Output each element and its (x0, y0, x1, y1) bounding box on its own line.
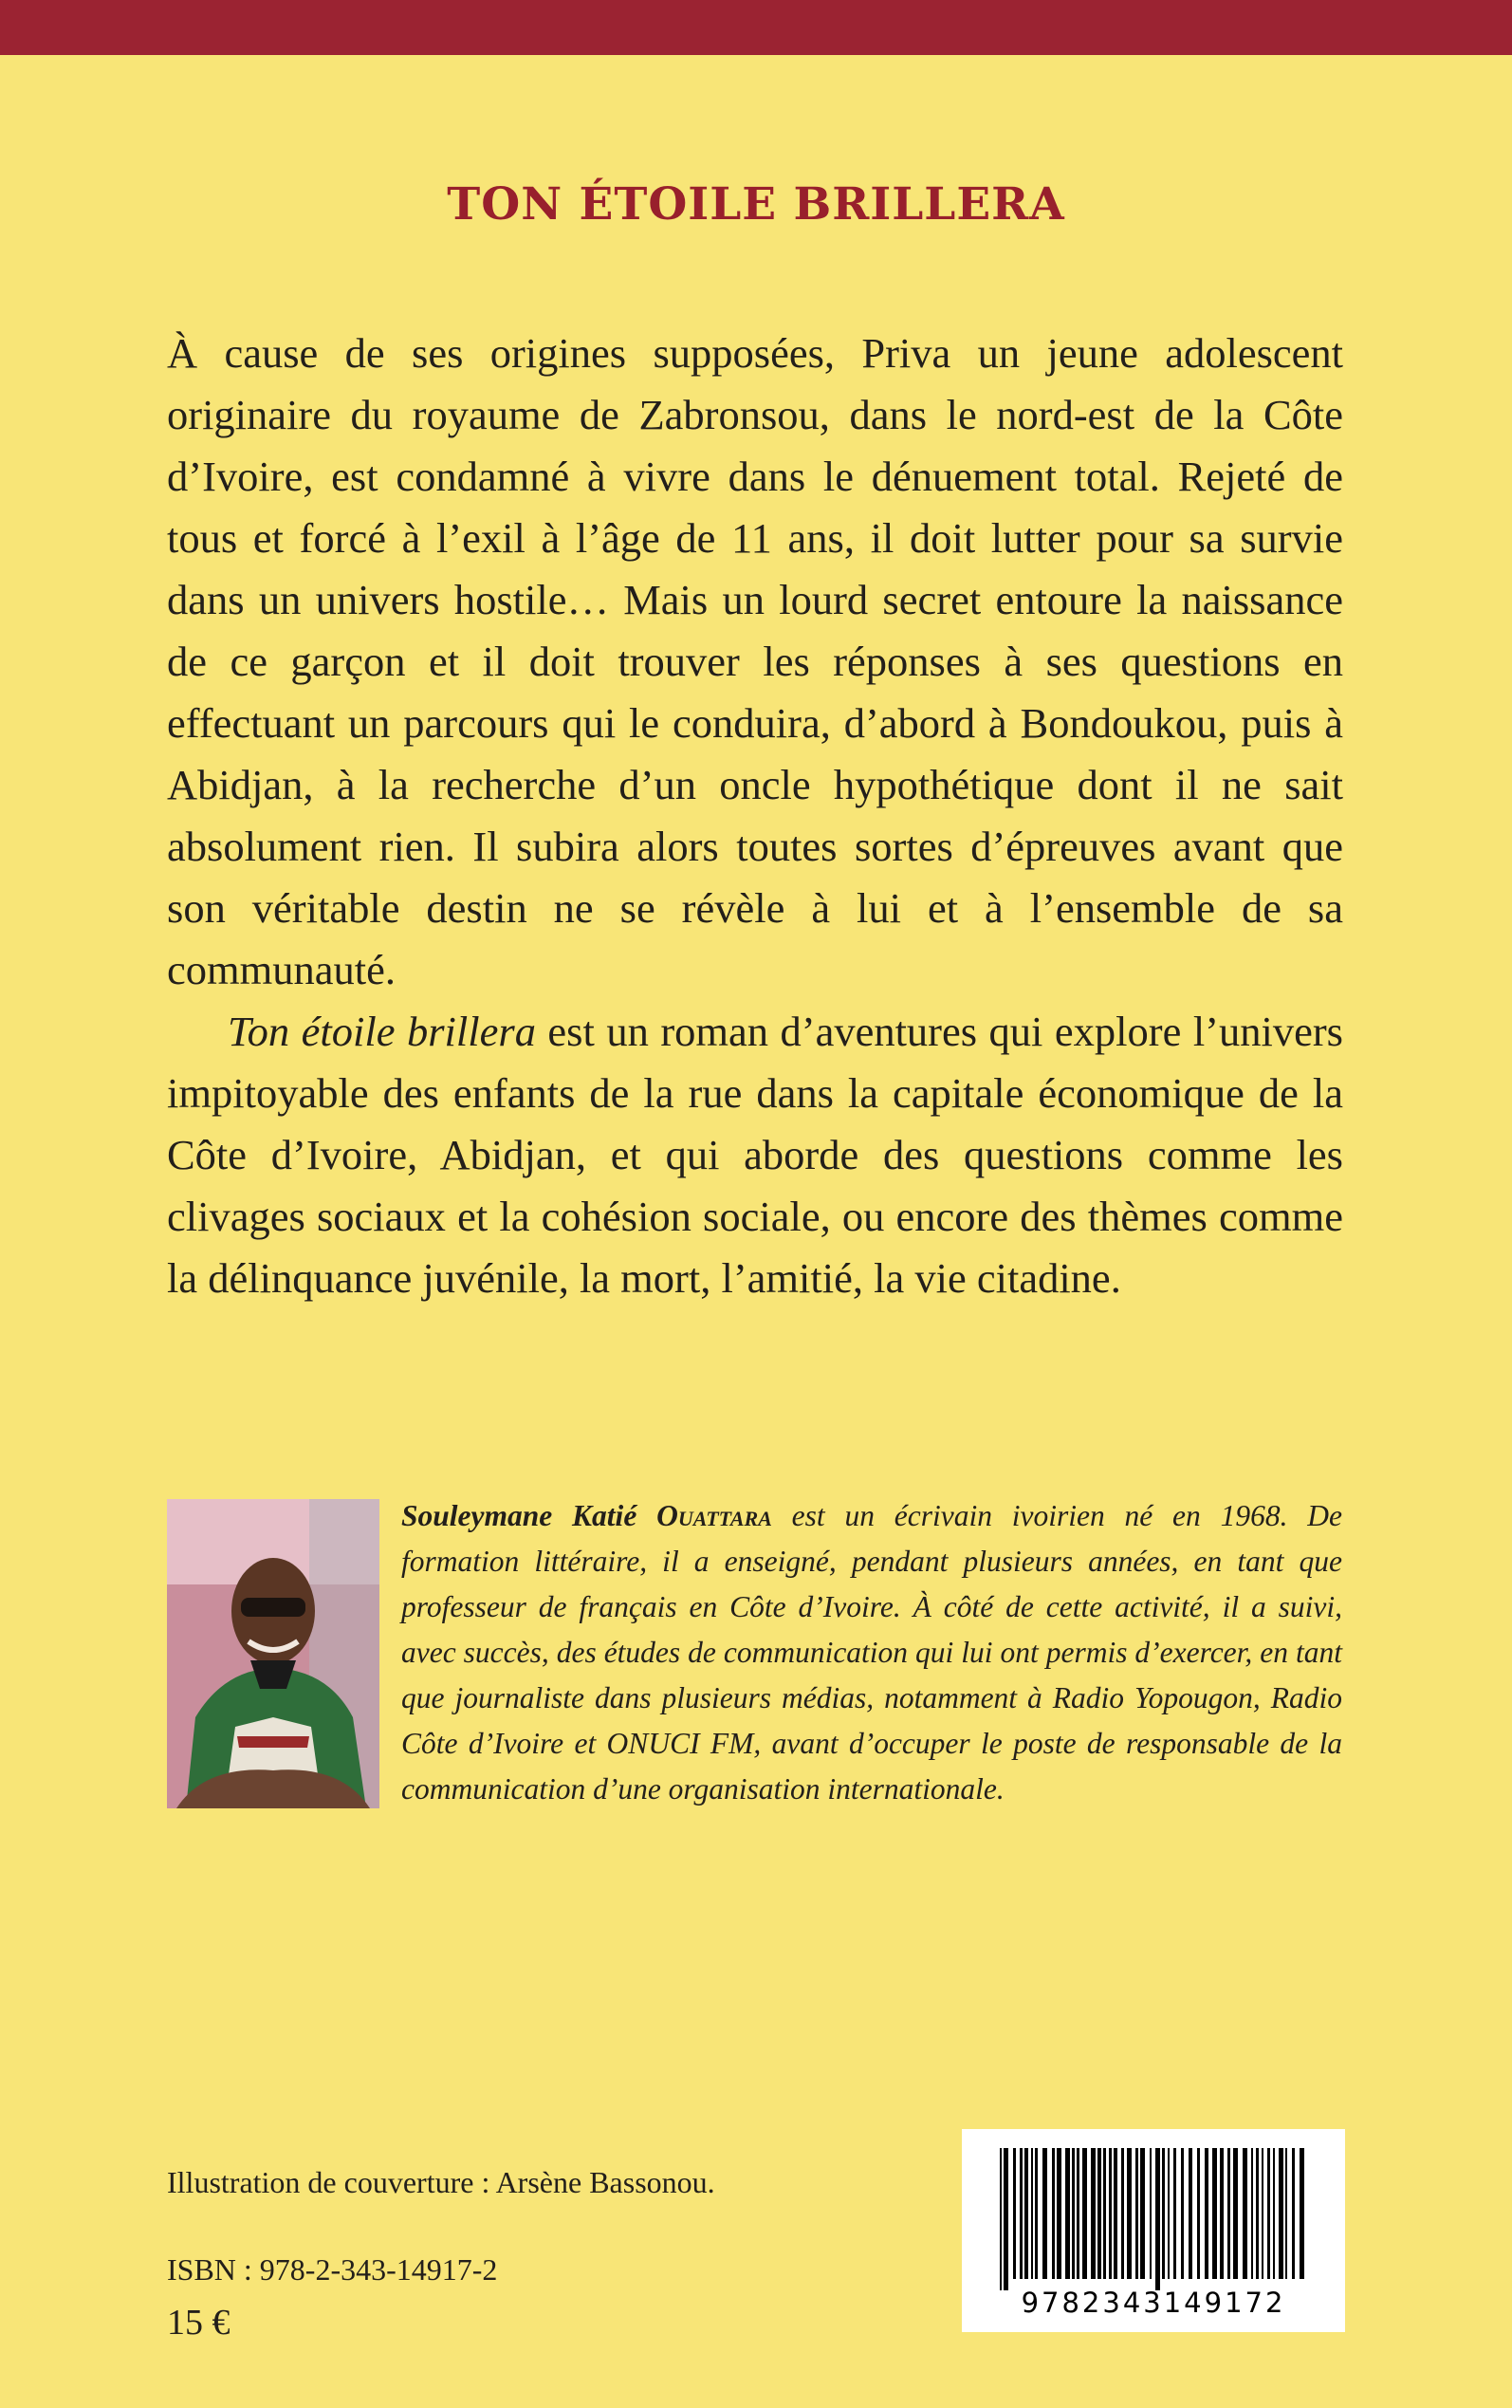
book-title-italic: Ton étoile brillera (228, 1008, 536, 1055)
barcode-bar (1121, 2148, 1124, 2279)
barcode-bar (1024, 2148, 1028, 2279)
barcode-bar (1072, 2148, 1075, 2279)
barcode-bar (1233, 2148, 1238, 2279)
barcode-bar (1279, 2148, 1283, 2279)
book-title: TON ÉTOILE BRILLERA (447, 178, 1065, 231)
barcode-bar (1273, 2148, 1275, 2279)
barcode-bar (1091, 2148, 1096, 2279)
barcode-bar (1103, 2148, 1106, 2279)
barcode-bar (1057, 2148, 1061, 2279)
barcode-bar (1256, 2148, 1259, 2279)
barcode-bar (1114, 2148, 1117, 2279)
barcode-bar (1031, 2148, 1033, 2279)
barcode-bar (1220, 2148, 1224, 2279)
barcode-bar (1227, 2148, 1230, 2279)
synopsis-paragraph-2 (167, 1001, 1343, 1309)
barcode (962, 2129, 1345, 2332)
barcode-bar (1162, 2148, 1165, 2279)
barcode-bar (1285, 2148, 1287, 2279)
barcode-bar (1109, 2148, 1112, 2279)
barcode-bar (1267, 2148, 1270, 2279)
barcode-bar (1127, 2148, 1132, 2279)
barcode-bar (1077, 2148, 1079, 2279)
synopsis (167, 323, 1343, 1309)
barcode-bar (1189, 2148, 1192, 2279)
barcode-bar (1300, 2148, 1304, 2279)
barcode-bar (1212, 2148, 1217, 2279)
barcode-bar (1292, 2148, 1295, 2279)
barcode-bar (1205, 2148, 1208, 2279)
barcode-bar (1168, 2148, 1170, 2279)
barcode-bar (1042, 2148, 1047, 2279)
barcode-bar (1140, 2148, 1145, 2279)
barcode-bar (1082, 2148, 1087, 2279)
author-bio (401, 1493, 1342, 1812)
author-last-name: Ouattara (656, 1499, 772, 1532)
barcode-bar (1150, 2148, 1152, 2279)
author-first-name: Souleymane Katié (401, 1499, 657, 1532)
barcode-bar (1243, 2148, 1247, 2279)
author-photo (167, 1499, 379, 1808)
barcode-bar (1065, 2148, 1070, 2279)
barcode-bar (1052, 2148, 1055, 2279)
isbn: ISBN : 978-2-343-14917-2 (167, 2252, 498, 2287)
synopsis-paragraph-1: À cause de ses origines supposées, Priva un jeune adolescent originaire du royaume de Zabronsou, dans le nord-est de la Côte d’Ivoire, est condamné à vivre dans le dénuement total. Rejeté de tous et forcé à l’exil à l’âge de 11 ans, il doit lutter pour sa survie dans un univers hostile… Mais un lourd secret entoure la naissance de ce garçon et il doit trouver les réponses à ses questions en effectuant un parcours qui le conduira, d’abord à Bondoukou, puis à Abidjan, à la recherche d’un oncle hypothétique dont il ne sait absolument rien. Il subira alors toutes sortes d’épreuves avant que son véritable destin ne se révèle à lui et à l’ensemble de sa communauté. (167, 329, 1343, 993)
author-name (401, 1499, 772, 1532)
barcode-digits: 9782343149172 (1021, 2287, 1286, 2319)
barcode-bar (1097, 2148, 1101, 2279)
barcode-bar (1181, 2148, 1184, 2279)
barcode-bar (1013, 2148, 1016, 2279)
price: 15 € (167, 2303, 230, 2343)
barcode-bar (1197, 2148, 1200, 2279)
author-bio-text: est un écrivain ivoirien né en 1968. De formation littéraire, il a enseigné, pendant plusieurs années, en tant que professeur de français en Côte d’Ivoire. À côté de cette activité, il a suivi, avec succès, des études de communication qui lui ont permis d’exercer, en tant que journaliste dans plusieurs médias, notamment à Radio Yopougon, Radio Côte d’Ivoire et ONUCI FM, avant d’occuper le poste de responsable de la communication d’une organisation internationale. (401, 1499, 1342, 1806)
cover-illustration-credit: Illustration de couverture : Arsène Bassonou. (167, 2165, 715, 2199)
barcode-bar (1000, 2148, 1002, 2290)
barcode-bar (1135, 2148, 1138, 2279)
barcode-bar (1020, 2148, 1023, 2279)
barcode-bar (1251, 2148, 1253, 2279)
top-color-band (0, 0, 1512, 55)
synopsis-paragraph-2-text: est un roman d’aventures qui explore l’univers impitoyable des enfants de la rue dans la capitale économique de la Côte d’Ivoire, Abidjan, et qui aborde des questions comme les clivages sociaux et la cohésion sociale, ou encore des thèmes comme la délinquance juvénile, la mort, l’amitié, la vie citadine. (167, 1008, 1344, 1302)
barcode-bar (1173, 2148, 1176, 2279)
barcode-bar (1155, 2148, 1160, 2290)
barcode-bar (1004, 2148, 1008, 2290)
barcode-bar (1262, 2148, 1263, 2279)
barcode-bar (1035, 2148, 1038, 2279)
